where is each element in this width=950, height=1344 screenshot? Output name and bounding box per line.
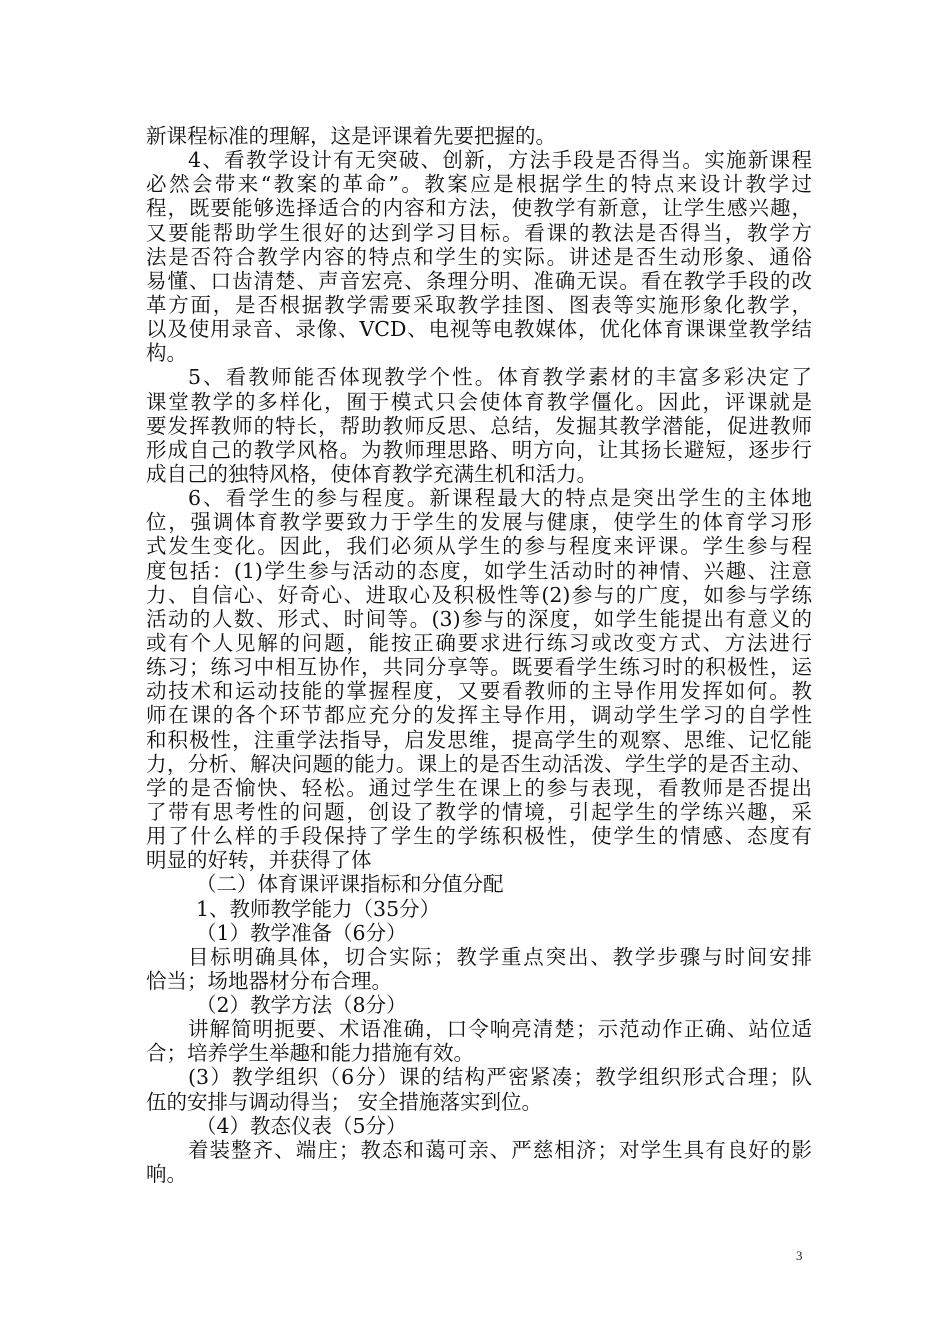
text-line: 要发挥教师的特长，帮助教师反思、总结，发掘其教学潜能，促进教师 (146, 413, 812, 438)
text-line: 课堂教学的多样化，囿于模式只会使体育教学僵化。因此，评课就是 (146, 389, 812, 414)
text-line: 必然会带来“教案的革命”。教案应是根据学生的特点来设计教学过 (146, 172, 812, 197)
text-line: 又要能帮助学生很好的达到学习目标。看课的教法是否得当，教学方 (146, 220, 812, 245)
text-line: 程，既要能够选择适合的内容和方法，使教学有新意，让学生感兴趣， (146, 196, 812, 221)
text-line: 目标明确具体，切合实际；教学重点突出、教学步骤与时间安排 (188, 944, 812, 969)
text-line: 着装整齐、端庄；教态和蔼可亲、严慈相济；对学生具有良好的影 (188, 1137, 812, 1162)
text-line: 响。 (146, 1162, 187, 1187)
text-line: 活动的人数、形式、时间等。(3)参与的深度，如学生能提出有意义的 (146, 606, 812, 631)
text-line: 式发生变化。因此，我们必须从学生的参与程度来评课。学生参与程 (146, 534, 812, 559)
text-line: 法是否符合教学内容的特点和学生的实际。讲述是否生动形象、通俗 (146, 244, 812, 269)
text-line: 度包括：(1)学生参与活动的态度，如学生活动时的神情、兴趣、注意 (146, 558, 812, 583)
text-line: 易懂、口齿清楚、声音宏亮、条理分明、准确无误。看在教学手段的改 (146, 268, 812, 293)
text-line: 学的是否愉快、轻松。通过学生在课上的参与表现，看教师是否提出 (146, 775, 812, 800)
item-heading: （2）教学方法（8分） (196, 993, 407, 1018)
text-line: 恰当；场地器材分布合理。 (146, 968, 392, 993)
text-line: 练习；练习中相互协作，共同分享等。既要看学生练习时的积极性，运 (146, 655, 812, 680)
text-line: (3）教学组织（6分）课的结构严密紧凑；教学组织形式合理；队 (188, 1065, 812, 1090)
text-line: 讲解简明扼要、术语准确，口令响亮清楚；示范动作正确、站位适 (188, 1017, 812, 1042)
text-line: 6、看学生的参与程度。新课程最大的特点是突出学生的主体地 (188, 486, 812, 511)
subsection-heading: 1、教师教学能力（35分） (196, 896, 441, 921)
text-line: 和积极性，注重学法指导，启发思维，提高学生的观察、思维、记忆能 (146, 727, 812, 752)
item-heading: （4）教态仪表（5分） (196, 1113, 407, 1138)
text-line: 力，分析、解决问题的能力。课上的是否生动活泼、学生学的是否主动、 (146, 751, 812, 776)
document-body (146, 124, 812, 1186)
item-heading: （1）教学准备（6分） (196, 920, 407, 945)
text-line: 明显的好转，并获得了体 (146, 848, 372, 873)
text-line: 以及使用录音、录像、VCD、电视等电教媒体，优化体育课课堂教学结 (146, 317, 812, 342)
text-line: 伍的安排与调动得当； 安全措施落实到位。 (146, 1089, 543, 1114)
section-heading: （二）体育课评课指标和分值分配 (196, 872, 504, 897)
text-line: 合；培养学生举趣和能力措施有效。 (146, 1041, 474, 1066)
text-line: 4、看教学设计有无突破、创新，方法手段是否得当。实施新课程 (188, 148, 812, 173)
text-line: 或有个人见解的问题，能按正确要求进行练习或改变方式、方法进行 (146, 630, 812, 655)
text-line: 革方面，是否根据教学需要采取教学挂图、图表等实施形象化教学， (146, 292, 812, 317)
page-number: 3 (796, 1248, 803, 1263)
text-line: 形成自己的教学风格。为教师理思路、明方向，让其扬长避短，逐步行 (146, 437, 812, 462)
text-line: 用了什么样的手段保持了学生的学练积极性，使学生的情感、态度有 (146, 824, 812, 849)
text-line: 力、自信心、好奇心、进取心及积极性等(2)参与的广度，如参与学练 (146, 582, 812, 607)
text-line: 5、看教师能否体现教学个性。体育教学素材的丰富多彩决定了 (188, 365, 812, 390)
text-line: 位，强调体育教学要致力于学生的发展与健康，使学生的体育学习形 (146, 510, 812, 535)
text-line: 动技术和运动技能的掌握程度，又要看教师的主导作用发挥如何。教 (146, 679, 812, 704)
text-line: 新课程标准的理解，这是评课着先要把握的。 (146, 124, 556, 148)
text-line: 师在课的各个环节都应充分的发挥主导作用，调动学生学习的自学性 (146, 703, 812, 728)
text-line: 成自己的独特风格，使体育教学充满生机和活力。 (146, 461, 597, 486)
text-line: 了带有思考性的问题，创设了教学的情境，引起学生的学练兴趣，采 (146, 799, 812, 824)
text-line: 构。 (146, 341, 187, 366)
